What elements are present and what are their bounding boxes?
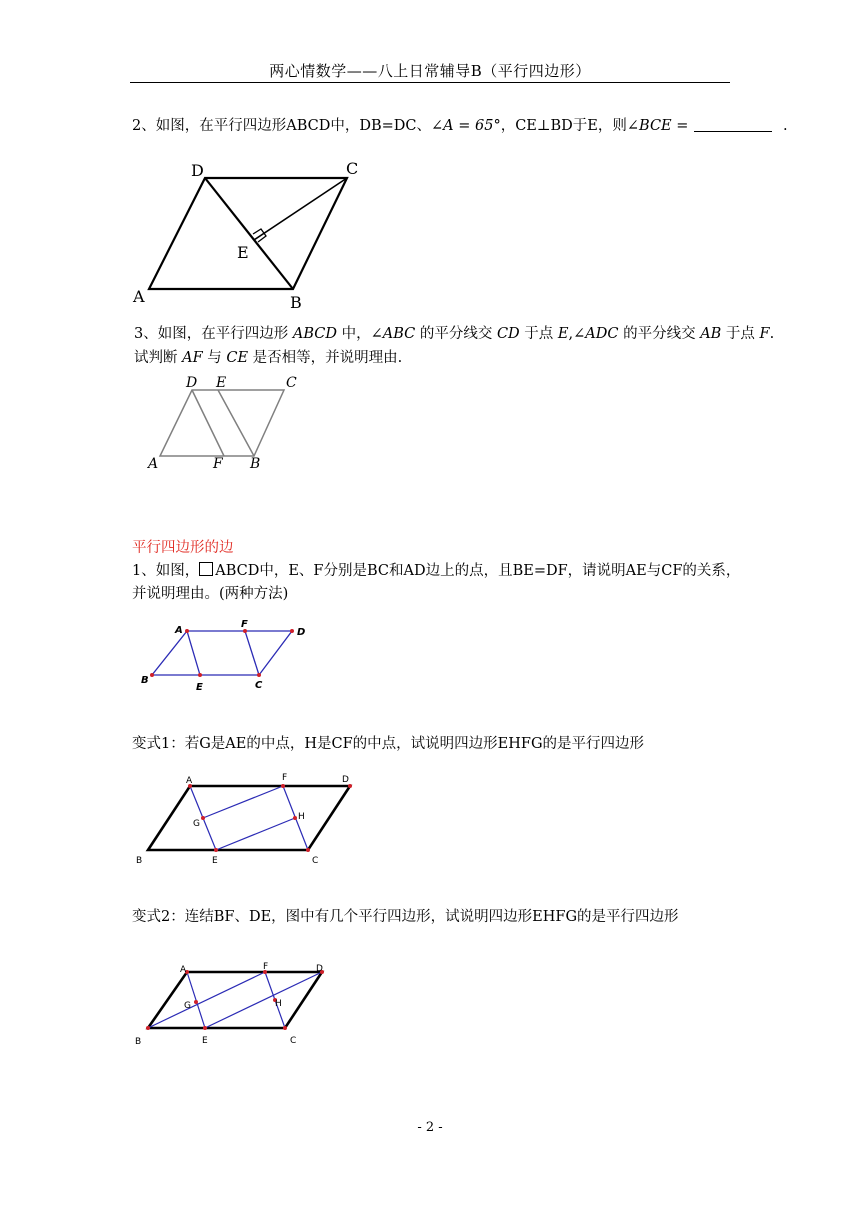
label-h: H [298,812,305,822]
variant-2-text: 变式2：连结BF、DE，图中有几个平行四边形，试说明四边形EHFG的是平行四边形 [132,909,679,925]
label-f: F [241,619,248,630]
question-2-text [132,114,788,138]
point-c [257,673,261,677]
q2-middle: ，CE⊥BD于E，则 [500,118,627,134]
segment-gf [203,786,283,818]
section-title: 平行四边形的边 [132,540,234,556]
segment-bf [148,972,265,1028]
bisector-be [218,390,254,456]
label-f: F [282,773,288,783]
label-e: E [202,1036,208,1046]
point-e [214,848,218,852]
label-c: C [346,159,359,178]
segment-eh [216,818,295,850]
label-e: E [216,375,227,391]
segment-ae [187,631,200,675]
variant-1-text: 变式1：若G是AE的中点，H是CF的中点，试说明四边形EHFG的是平行四边形 [132,736,645,752]
label-e: E [196,682,203,693]
label-b: B [141,675,149,686]
label-a: A [133,287,145,306]
point-g [201,816,205,820]
label-b: B [290,293,302,312]
q2-angle-expr: ∠A = 65° [431,118,501,134]
figure-v1 [130,770,360,870]
label-c: C [290,1036,297,1046]
label-d: D [316,964,323,974]
figure-q3 [140,372,310,472]
label-b: B [135,1037,142,1047]
point-b [150,673,154,677]
label-e: E [237,243,249,262]
label-f: F [213,456,223,472]
point-h [293,816,297,820]
parallelogram-abcd [152,631,292,675]
label-d: D [342,775,349,785]
label-h: H [275,999,282,1009]
q2-suffix: . [778,118,788,134]
label-c: C [312,856,319,866]
point-a [185,629,189,633]
point-c [283,1026,287,1030]
label-a: A [175,625,183,636]
point-b [146,1026,150,1030]
point-d [290,629,294,633]
section-1-line-1: 1、如图， ABCD中，E、F分别是BC和AD边上的点，且BE=DF，请说明AE与CF的关系， [132,563,741,579]
question-3-line-1: 3、如图，在平行四边形 ABCD 中，∠ABC 的平分线交 CD 于点 E,∠ADC 的平分线交 AB 于点 F. [134,326,775,342]
label-d: D [297,627,306,638]
section-1-line-2: 并说明理由。(两种方法) [132,586,289,602]
label-b: B [250,456,261,472]
label-g: G [184,1001,191,1011]
figure-q2 [125,150,375,315]
label-a: A [180,965,187,975]
header-rule [130,82,730,83]
page-header: 两心情数学——八上日常辅导B（平行四边形） [269,62,591,80]
diagonal-db [205,178,293,289]
figure-s1 [135,615,315,695]
label-f: F [263,962,269,972]
label-a: A [186,776,193,786]
point-c [306,848,310,852]
parallelogram-abcd [148,972,322,1028]
q2-target-expr: ∠BCE = [626,118,689,134]
question-3-line-2: 试判断 AF 与 CE 是否相等，并说明理由. [134,350,403,366]
parallelogram-abcd [148,786,350,850]
label-g: G [193,819,200,829]
point-g [194,1000,198,1004]
point-f [281,784,285,788]
page-number: - 2 - [417,1120,443,1135]
q2-prefix: 2、如图，在平行四边形ABCD中，DB=DC、 [132,118,431,134]
label-b: B [136,856,143,866]
segment-fc [245,631,259,675]
bisector-df [192,390,224,456]
label-c: C [255,680,263,691]
label-c: C [286,375,297,391]
point-e [203,1026,207,1030]
label-d: D [186,375,198,391]
parallelogram-abcd [160,390,284,456]
label-a: A [148,456,159,472]
parallelogram-symbol [199,562,213,576]
label-d: D [191,161,204,180]
figure-v2 [130,960,340,1050]
point-e [198,673,202,677]
answer-blank[interactable] [694,117,772,132]
label-e: E [212,856,218,866]
